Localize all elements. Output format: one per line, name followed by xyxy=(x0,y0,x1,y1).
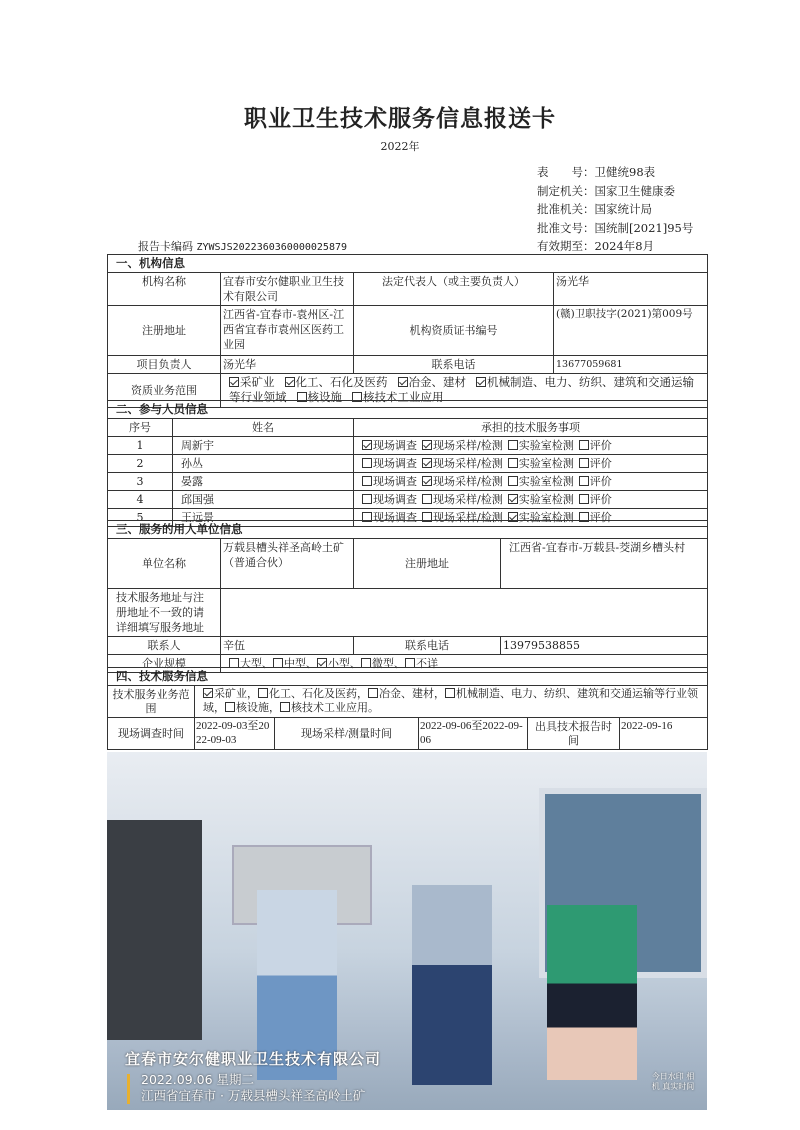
person-name: 孙丛 xyxy=(173,455,354,473)
checkbox-icon xyxy=(285,377,295,387)
service-table xyxy=(107,667,708,750)
option-label: 冶金、建材， xyxy=(379,687,445,700)
row-no: 5 xyxy=(108,509,173,527)
report-year: 2022年 xyxy=(380,140,420,153)
meta-row xyxy=(537,200,693,219)
checkbox-icon xyxy=(398,377,408,387)
option xyxy=(508,457,574,470)
label: 注册地址 xyxy=(108,306,221,356)
institution-table xyxy=(107,254,708,408)
option-label: 化工、石化及医药， xyxy=(269,687,368,700)
page-title: 职业卫生技术服务信息报送卡 xyxy=(244,105,556,132)
header-name: 姓名 xyxy=(173,419,354,437)
option-label: 评价 xyxy=(589,511,612,524)
option-label: 实验室检测 xyxy=(518,439,574,452)
meta-row xyxy=(537,219,693,238)
table-row xyxy=(108,491,708,509)
option-label: 评价 xyxy=(589,493,612,506)
meta-value: 国统制[2021]95号 xyxy=(594,220,694,235)
meta-row xyxy=(537,163,693,182)
option-label: 化工、石化及医药 xyxy=(295,375,388,389)
checkbox-icon xyxy=(508,440,518,450)
employer-address: 江西省-宜春市-万载县-茭湖乡槽头村 xyxy=(501,539,708,589)
option-label: 现场调查 xyxy=(373,511,417,524)
option-label: 评价 xyxy=(589,439,612,452)
label: 项目负责人 xyxy=(108,356,221,374)
duties xyxy=(354,491,708,509)
contact-phone: 13979538855 xyxy=(501,637,708,655)
option xyxy=(508,475,574,488)
institution-address: 江西省-宜春市-袁州区-江西省宜春市袁州区医药工业园 xyxy=(221,306,354,356)
option xyxy=(422,457,503,470)
photo-location: 江西省宜春市 · 万载县槽头祥圣高岭土矿 xyxy=(141,1088,366,1103)
checkbox-icon xyxy=(362,476,372,486)
option-label: 采矿业， xyxy=(214,687,258,700)
duties xyxy=(354,437,708,455)
person-name: 邱国强 xyxy=(173,491,354,509)
person-name: 周新宇 xyxy=(173,437,354,455)
watermark-bar xyxy=(127,1074,130,1104)
meta-value: 国家卫生健康委 xyxy=(594,183,675,198)
checkbox-icon xyxy=(280,702,290,712)
label: 注册地址 xyxy=(354,539,501,589)
option-label: 核设施， xyxy=(236,701,280,714)
institution-phone: 13677059681 xyxy=(554,356,708,374)
label: 法定代表人（或主要负责人） xyxy=(354,273,554,306)
meta-key: 制定机关： xyxy=(537,183,595,198)
checkbox-icon xyxy=(445,688,455,698)
checkbox-icon xyxy=(508,476,518,486)
option xyxy=(398,375,467,389)
label: 企业规模 xyxy=(108,655,221,673)
option-label: 实验室检测 xyxy=(518,475,574,488)
person-3 xyxy=(547,905,637,1080)
option xyxy=(225,701,280,714)
checkbox-icon xyxy=(476,377,486,387)
option-label: 实验室检测 xyxy=(518,511,574,524)
checkbox-icon xyxy=(579,440,589,450)
checkbox-icon xyxy=(362,494,372,504)
employer-table xyxy=(107,520,708,673)
option-label: 评价 xyxy=(589,475,612,488)
person-2 xyxy=(412,885,492,1085)
duties xyxy=(354,455,708,473)
checkbox-icon xyxy=(258,688,268,698)
option-label: 核技术工业应用。 xyxy=(291,701,379,714)
personnel-table xyxy=(107,400,708,527)
meta-key: 批准机关： xyxy=(537,202,595,216)
section-2-title: 二、参与人员信息 xyxy=(108,401,708,419)
checkbox-icon xyxy=(362,440,372,450)
option-label: 不详 xyxy=(416,657,438,670)
option-label: 核技术工业应用 xyxy=(363,390,444,404)
employer-name: 万载县槽头祥圣高岭土矿（普通合伙） xyxy=(221,539,354,589)
option-label: 核设施 xyxy=(307,390,342,404)
option xyxy=(579,493,612,506)
label: 技术服务地址与注册地址不一致的请详细填写服务地址 xyxy=(108,589,221,637)
option-label: 微型、 xyxy=(372,657,405,670)
meta-row xyxy=(537,182,693,201)
section-4-title: 四、技术服务信息 xyxy=(108,668,708,686)
checkbox-icon xyxy=(362,458,372,468)
meta-value: 国家统计局 xyxy=(594,202,652,216)
option-label: 小型、 xyxy=(328,657,361,670)
checkbox-icon xyxy=(368,688,378,698)
option xyxy=(362,439,417,452)
row-no: 2 xyxy=(108,455,173,473)
row-no: 3 xyxy=(108,473,173,491)
header-no: 序号 xyxy=(108,419,173,437)
label: 联系人 xyxy=(108,637,221,655)
person-name: 晏露 xyxy=(173,473,354,491)
option-label: 现场调查 xyxy=(373,493,417,506)
checkbox-icon xyxy=(508,494,518,504)
option xyxy=(508,493,574,506)
label: 现场调查时间 xyxy=(108,718,195,750)
header-duties: 承担的技术服务事项 xyxy=(354,419,708,437)
option-label: 实验室检测 xyxy=(518,493,574,506)
form-meta xyxy=(537,163,693,256)
option-label: 现场调查 xyxy=(373,475,417,488)
institution-name: 宜春市安尔健职业卫生技术有限公司 xyxy=(221,273,354,306)
label: 技术服务业务范围 xyxy=(108,686,195,718)
meta-key: 表 号： xyxy=(537,165,595,179)
checkbox-icon xyxy=(579,458,589,468)
label: 联系电话 xyxy=(354,356,554,374)
project-lead: 汤光华 xyxy=(221,356,354,374)
photo-date: 2022.09.06 星期二 xyxy=(141,1072,255,1087)
section-1-title: 一、机构信息 xyxy=(108,255,708,273)
option-label: 机械制造、电力、纺织、建筑和交通运输等行业领域 xyxy=(229,375,694,404)
label: 资质业务范围 xyxy=(108,374,221,408)
option xyxy=(508,439,574,452)
label: 机构名称 xyxy=(108,273,221,306)
option xyxy=(579,475,612,488)
doorway xyxy=(107,820,202,1040)
survey-time: 2022-09-03至2022-09-03 xyxy=(195,718,275,750)
checkbox-icon xyxy=(422,458,432,468)
option xyxy=(285,375,388,389)
option xyxy=(422,439,503,452)
table-row xyxy=(108,473,708,491)
meta-value: 2024年8月 xyxy=(594,239,655,253)
option xyxy=(368,687,445,700)
label: 联系电话 xyxy=(354,637,501,655)
option xyxy=(362,475,417,488)
option xyxy=(422,493,503,506)
checkbox-icon xyxy=(422,476,432,486)
certificate-number: (赣)卫职技字(2021)第009号 xyxy=(554,306,708,356)
option-label: 中型、 xyxy=(284,657,317,670)
option xyxy=(362,493,417,506)
meta-key: 有效期至： xyxy=(537,239,595,253)
checkbox-icon xyxy=(225,702,235,712)
legal-rep: 汤光华 xyxy=(554,273,708,306)
service-scope xyxy=(195,686,708,718)
sampling-time: 2022-09-06至2022-09-06 xyxy=(419,718,528,750)
option-label: 现场采样/检测 xyxy=(433,457,503,470)
option-label: 现场调查 xyxy=(373,439,417,452)
card-code-value: ZYWSJS2022360360000025879 xyxy=(196,242,348,253)
checkbox-icon xyxy=(203,688,213,698)
report-time: 2022-09-16 xyxy=(620,718,708,750)
duties xyxy=(354,473,708,491)
watermark-company: 宜春市安尔健职业卫生技术有限公司 xyxy=(125,1050,382,1068)
checkbox-icon xyxy=(422,494,432,504)
contact-person: 辛伍 xyxy=(221,637,354,655)
label: 出具技术报告时间 xyxy=(528,718,620,750)
card-code-label: 报告卡编码 xyxy=(138,240,193,253)
checkbox-icon xyxy=(229,377,239,387)
option xyxy=(362,457,417,470)
watermark-info xyxy=(141,1072,365,1104)
card-code xyxy=(138,238,347,254)
table-row xyxy=(108,437,708,455)
option-label: 现场调查 xyxy=(373,457,417,470)
row-no: 1 xyxy=(108,437,173,455)
option-label: 现场采样/检测 xyxy=(433,493,503,506)
checkbox-icon xyxy=(579,476,589,486)
option-label: 现场采样/检测 xyxy=(433,439,503,452)
option xyxy=(422,475,503,488)
option-label: 采矿业 xyxy=(240,375,275,389)
option-label: 现场采样/检测 xyxy=(433,511,503,524)
person-name: 王远景 xyxy=(173,509,354,527)
checkbox-icon xyxy=(422,440,432,450)
row-no: 4 xyxy=(108,491,173,509)
section-3-title: 三、服务的用人单位信息 xyxy=(108,521,708,539)
label: 单位名称 xyxy=(108,539,221,589)
option-label: 冶金、建材 xyxy=(408,375,466,389)
option xyxy=(280,701,379,714)
option xyxy=(229,375,275,389)
option-label: 评价 xyxy=(589,457,612,470)
meta-row xyxy=(537,237,693,256)
watermark-badge: 今日水印 相机 真实时间 xyxy=(651,1072,695,1091)
label: 现场采样/测量时间 xyxy=(275,718,419,750)
option xyxy=(258,687,368,700)
option xyxy=(203,687,258,700)
option xyxy=(579,457,612,470)
table-row xyxy=(108,455,708,473)
meta-key: 批准文号： xyxy=(537,220,595,235)
checkbox-icon xyxy=(579,494,589,504)
site-photo xyxy=(107,752,707,1110)
option xyxy=(579,439,612,452)
meta-value: 卫健统98表 xyxy=(594,165,656,179)
option-label: 机械制造、电力、纺织、建筑和交通运输等行业领域， xyxy=(203,687,698,714)
option-label: 现场采样/检测 xyxy=(433,475,503,488)
checkbox-icon xyxy=(508,458,518,468)
service-address xyxy=(221,589,708,637)
option-label: 实验室检测 xyxy=(518,457,574,470)
label: 机构资质证书编号 xyxy=(354,306,554,356)
option-label: 大型、 xyxy=(240,657,273,670)
